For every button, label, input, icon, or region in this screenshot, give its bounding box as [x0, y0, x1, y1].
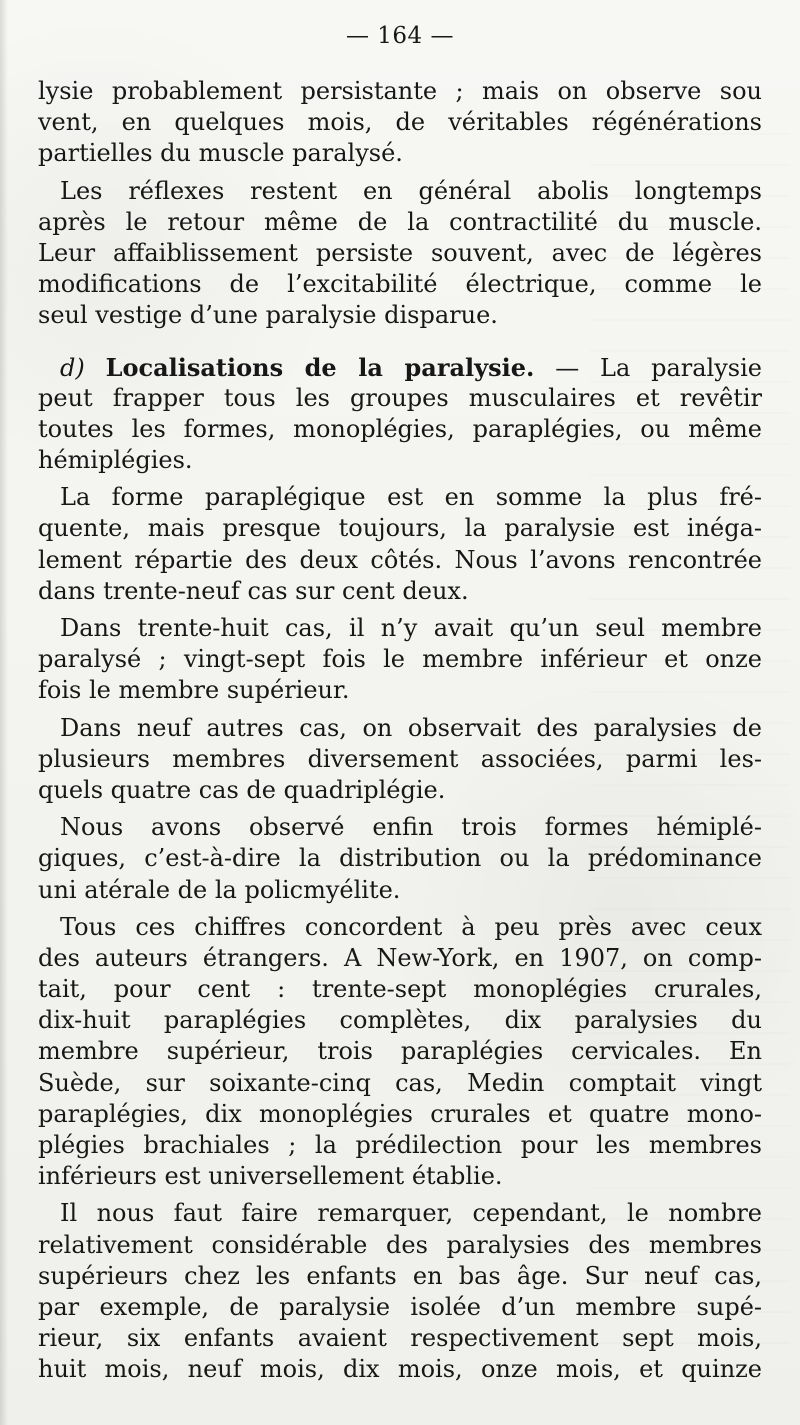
document-body [38, 76, 762, 1386]
paragraph-4 [38, 482, 762, 607]
section-heading-rest: — La paralysie [555, 353, 762, 382]
paragraph-8 [38, 912, 762, 1193]
text-line: Suède, sur soixante-cinq cas, Medin comptait vingt [38, 1068, 762, 1097]
text-line: paralysé ; vingt-sept fois le membre inférieur et onze [38, 645, 762, 674]
text-line: supérieurs chez les enfants en bas âge. Sur neuf cas, [38, 1261, 762, 1290]
text-line: La forme paraplégique est en somme la plus fré- [60, 483, 762, 512]
paragraph-3 [38, 352, 762, 477]
page-left-shadow [0, 0, 8, 1425]
text-line: après le retour même de la contractilité du muscle. [38, 207, 762, 236]
paragraph-1 [38, 76, 762, 170]
paragraph-2 [38, 176, 762, 332]
text-line: Tous ces chiffres concordent à peu près avec ceux [60, 912, 762, 941]
paragraph-7 [38, 812, 762, 906]
section-gap [38, 332, 762, 352]
text-line: plusieurs membres diversement associées, parmi les- [38, 744, 762, 773]
text-line: Il nous faut faire remarquer, cependant, le nombre [60, 1199, 762, 1228]
text-line: Leur affaiblissement persiste souvent, avec de légères [38, 238, 762, 267]
text-line: rieur, six enfants avaient respectivement sept mois, [38, 1324, 762, 1353]
text-line: Dans trente-huit cas, il n’y avait qu’un seul membre [60, 614, 762, 642]
section-marker: d) [60, 353, 85, 382]
text-line: des auteurs étrangers. A New-York, en 1907, on comp- [38, 943, 762, 972]
text-line: quente, mais presque toujours, la paralysie est inéga- [38, 514, 762, 543]
text-line: Les réflexes restent en général abolis longtemps [60, 176, 762, 205]
text-line: lement répartie des deux côtés. Nous l’avons rencontrée [38, 545, 762, 574]
text-line: paraplégies, dix monoplégies crurales et quatre mono- [38, 1099, 762, 1128]
text-line: Dans neuf autres cas, on observait des paralysies de [60, 713, 762, 742]
text-line: partielles du muscle paralysé. [38, 139, 403, 168]
text-line: inférieurs est universellement établie. [38, 1162, 503, 1191]
text-line: dix-huit paraplégies complètes, dix paralysies du [38, 1006, 762, 1035]
text-line: plégies brachiales ; la prédilection pour les membres [38, 1131, 762, 1159]
paragraph-6 [38, 713, 762, 807]
text-line: quels quatre cas de quadriplégie. [38, 775, 446, 804]
text-line: huit mois, neuf mois, dix mois, onze mois, et quinze [38, 1355, 762, 1384]
text-line: Nous avons observé enfin trois formes hémiplé- [60, 813, 762, 842]
text-line: giques, c’est-à-dire la distribution ou la prédominance [38, 844, 762, 873]
text-line: lysie probablement persistante ; mais on observe sou [38, 77, 762, 105]
text-line: uni atérale de la policmyélite. [38, 875, 401, 904]
text-line: relativement considérable des paralysies des membres [38, 1230, 762, 1259]
text-line: seul vestige d’une paralysie disparue. [38, 301, 498, 330]
text-line: toutes les formes, monoplégies, paraplégies, ou même [38, 414, 762, 443]
text-line: peut frapper tous les groupes musculaires et revêtir [38, 383, 762, 412]
text-line: fois le membre supérieur. [38, 676, 350, 705]
paragraph-5 [38, 613, 762, 707]
text-line: vent, en quelques mois, de véritables régénérations [38, 108, 762, 137]
text-line: par exemple, de paralysie isolée d’un membre supé- [38, 1292, 762, 1321]
text-line: membre supérieur, trois paraplégies cervicales. En [38, 1037, 762, 1066]
text-line: hémiplégies. [38, 446, 193, 475]
paragraph-9 [38, 1198, 762, 1385]
text-line: dans trente-neuf cas sur cent deux. [38, 576, 469, 605]
text-line: modifications de l’excitabilité électrique, comme le [38, 270, 762, 299]
section-heading: Localisations de la paralysie. [105, 352, 535, 382]
page-number: — 164 — [345, 23, 455, 49]
section-heading-line [38, 352, 762, 383]
text-line: tait, pour cent : trente-sept monoplégies crurales, [38, 975, 762, 1004]
